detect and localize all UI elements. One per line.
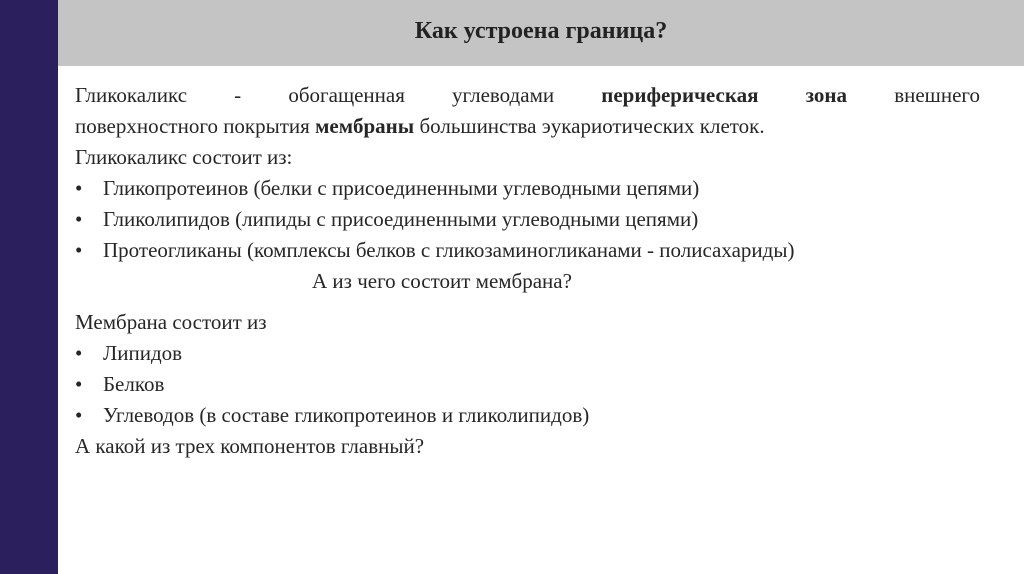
list-item bbox=[75, 369, 980, 400]
list-item bbox=[75, 235, 980, 266]
glycocalyx-definition-line2-prefix: поверхностного покрытия bbox=[75, 114, 310, 138]
list-item bbox=[75, 400, 980, 431]
slide-title: Как устроена граница? bbox=[414, 18, 668, 44]
spacer bbox=[75, 297, 980, 307]
glycocalyx-definition-line2-suffix: большинства эукариотических клеток. bbox=[419, 114, 765, 138]
bullet-glyph: • bbox=[75, 238, 83, 262]
glycocalyx-components-list bbox=[75, 173, 980, 266]
bullet-glyph: • bbox=[75, 372, 83, 396]
list-item-text: Липидов bbox=[103, 341, 183, 365]
glycocalyx-definition-bold: периферическая зона bbox=[601, 83, 848, 107]
list-item-text: Гликопротеинов (белки с присоединенными углеводными цепями) bbox=[103, 176, 700, 200]
glycocalyx-definition-line-2 bbox=[75, 111, 980, 142]
glycocalyx-definition-line-1 bbox=[75, 80, 980, 111]
title-band bbox=[58, 0, 1024, 66]
list-item bbox=[75, 338, 980, 369]
main-component-question: А какой из трех компонентов главный? bbox=[75, 434, 425, 458]
glycocalyx-definition-line2-bold: мембраны bbox=[315, 114, 415, 138]
bullet-glyph: • bbox=[75, 341, 83, 365]
left-accent-bar bbox=[0, 0, 58, 574]
list-item bbox=[75, 173, 980, 204]
glycocalyx-definition-prefix: Гликокаликс - обогащенная углеводами bbox=[75, 83, 555, 107]
bullet-glyph: • bbox=[75, 207, 83, 231]
membrane-intro: Мембрана состоит из bbox=[75, 310, 267, 334]
list-item-text: Белков bbox=[103, 372, 165, 396]
bullet-glyph: • bbox=[75, 176, 83, 200]
list-item-text: Углеводов (в составе гликопротеинов и гликолипидов) bbox=[103, 403, 590, 427]
glycocalyx-definition-suffix: внешнего bbox=[894, 83, 980, 107]
bullet-glyph: • bbox=[75, 403, 83, 427]
glycocalyx-consists-intro: Гликокаликс состоит из: bbox=[75, 145, 293, 169]
list-item-text: Гликолипидов (липиды с присоединенными углеводными цепями) bbox=[103, 207, 699, 231]
slide-content bbox=[75, 80, 980, 462]
membrane-components-list bbox=[75, 338, 980, 431]
list-item bbox=[75, 204, 980, 235]
list-item-text: Протеогликаны (комплексы белков с гликозаминогликанами - полисахариды) bbox=[103, 238, 795, 262]
membrane-question: А из чего состоит мембрана? bbox=[312, 269, 572, 293]
